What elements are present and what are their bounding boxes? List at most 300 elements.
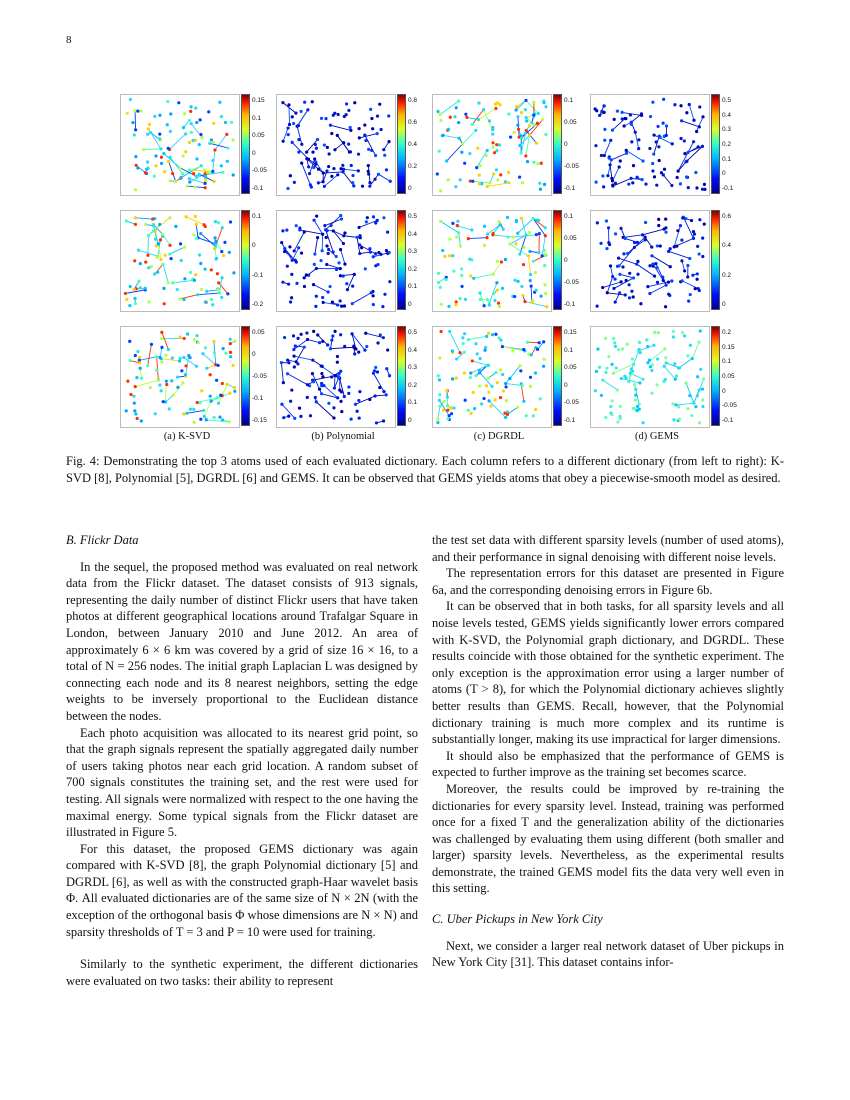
graph-node [520, 151, 523, 154]
graph-node [520, 285, 523, 288]
graph-node [314, 143, 317, 146]
graph-node [687, 186, 690, 189]
graph-node [636, 405, 639, 408]
graph-node [675, 374, 678, 377]
graph-node [491, 333, 494, 336]
graph-node [171, 356, 174, 359]
colorbar-tick-label: 0.15 [722, 343, 735, 351]
graph-node [635, 263, 638, 266]
graph-node [228, 420, 231, 423]
graph-node [226, 292, 229, 295]
right-column [432, 532, 784, 971]
graph-node [349, 126, 352, 129]
graph-node [186, 184, 189, 187]
graph-node [487, 391, 490, 394]
graph-node [689, 344, 692, 347]
graph-node [330, 132, 333, 135]
graph-node [529, 273, 532, 276]
graph-node [168, 244, 171, 247]
colorbar-tick-label: -0.1 [722, 417, 734, 424]
graph-node [672, 335, 675, 338]
graph-node [644, 182, 647, 185]
graph-node [683, 269, 686, 272]
graph-node [167, 281, 170, 284]
graph-node [478, 384, 481, 387]
graph-node [336, 396, 339, 399]
graph-node [329, 224, 332, 227]
colorbar-tick-label: 0.15 [564, 329, 577, 336]
graph-node [356, 410, 359, 413]
graph-node [703, 188, 706, 191]
graph-node [467, 237, 470, 240]
graph-node [337, 376, 340, 379]
graph-node [468, 152, 471, 155]
graph-node [650, 254, 653, 257]
graph-node [155, 355, 158, 358]
graph-node [665, 134, 668, 137]
colorbar-tick-label: 0.1 [252, 114, 262, 122]
graph-node [153, 115, 156, 118]
graph-node [324, 117, 327, 120]
graph-node [147, 127, 150, 130]
graph-node [516, 280, 519, 283]
graph-node [372, 294, 375, 297]
graph-node [622, 252, 625, 255]
graph-edge [679, 359, 692, 368]
graph-node [468, 258, 471, 261]
graph-node [205, 290, 208, 293]
graph-node [294, 112, 297, 115]
graph-node [228, 251, 231, 254]
graph-node [678, 418, 681, 421]
graph-node [228, 392, 231, 395]
graph-node [697, 341, 700, 344]
graph-node [488, 119, 491, 122]
graph-node [445, 389, 448, 392]
graph-node [697, 145, 700, 148]
colorbar-tick-label: -0.05 [252, 167, 267, 175]
graph-node [451, 349, 454, 352]
graph-node [381, 305, 384, 308]
graph-node [191, 139, 194, 142]
graph-node [449, 116, 452, 119]
graph-node [293, 417, 296, 420]
graph-node [613, 341, 616, 344]
graph-node [613, 118, 616, 121]
graph-node [319, 259, 322, 262]
graph-node [701, 145, 704, 148]
graph-node [156, 271, 159, 274]
graph-node [487, 364, 490, 367]
graph-edge [528, 256, 530, 275]
graph-node [698, 218, 701, 221]
graph-node [311, 151, 314, 154]
graph-node [651, 262, 654, 265]
graph-node [619, 417, 622, 420]
graph-node [477, 118, 480, 121]
graph-node [128, 340, 131, 343]
graph-node [300, 162, 303, 165]
graph-node [332, 250, 335, 253]
graph-node [441, 134, 444, 137]
graph-node [619, 227, 622, 230]
graph-node [676, 229, 679, 232]
atom-panel [432, 326, 552, 428]
graph-node [222, 347, 225, 350]
graph-node [690, 219, 693, 222]
graph-node [178, 336, 181, 339]
graph-node [525, 234, 528, 237]
graph-node [167, 160, 170, 163]
graph-node [190, 105, 193, 108]
graph-node [213, 416, 216, 419]
graph-node [287, 361, 290, 364]
graph-node [649, 115, 652, 118]
graph-edge [443, 135, 459, 138]
graph-node [386, 231, 389, 234]
graph-node [161, 263, 164, 266]
graph-node [496, 178, 499, 181]
graph-node [369, 250, 372, 253]
graph-node [229, 355, 232, 358]
graph-node [499, 223, 502, 226]
graph-node [438, 393, 441, 396]
graph-node [297, 151, 300, 154]
graph-node [491, 233, 494, 236]
graph-node [313, 157, 316, 160]
graph-node [125, 298, 128, 301]
graph-node [299, 110, 302, 113]
graph-node [287, 283, 290, 286]
graph-edge [204, 401, 211, 416]
graph-node [168, 156, 171, 159]
graph-node [640, 112, 643, 115]
graph-node [188, 169, 191, 172]
graph-node [470, 228, 473, 231]
graph-node [198, 401, 201, 404]
graph-node [184, 150, 187, 153]
graph-node [183, 112, 186, 115]
graph-edge [468, 336, 486, 339]
graph-node [204, 300, 207, 303]
graph-node [182, 126, 185, 129]
graph-node [600, 394, 603, 397]
graph-node [528, 134, 531, 137]
graph-node [610, 413, 613, 416]
colorbar-tick-label: 0 [408, 301, 412, 308]
graph-edge [352, 293, 371, 304]
colorbar [397, 210, 406, 310]
graph-node [594, 144, 597, 147]
graph-node [436, 110, 439, 113]
graph-node [539, 397, 542, 400]
graph-edge [518, 117, 519, 137]
graph-node [595, 181, 598, 184]
graph-node [663, 347, 666, 350]
graph-node [501, 287, 504, 290]
graph-node [341, 164, 344, 167]
graph-node [632, 407, 635, 410]
graph-node [182, 356, 185, 359]
graph-node [185, 215, 188, 218]
graph-node [357, 399, 360, 402]
graph-node [146, 364, 149, 367]
graph-node [619, 159, 622, 162]
graph-node [358, 243, 361, 246]
graph-node [176, 375, 179, 378]
graph-node [281, 229, 284, 232]
graph-node [492, 172, 495, 175]
graph-node [134, 354, 137, 357]
graph-node [518, 364, 521, 367]
graph-node [632, 276, 635, 279]
graph-node [603, 139, 606, 142]
graph-node [210, 138, 213, 141]
graph-node [189, 408, 192, 411]
paragraph: The representation errors for this dataset are presented in Figure 6a, and the corresponding denoising errors in Figure 6b. [432, 566, 784, 597]
graph-node [126, 112, 129, 115]
graph-edge [314, 285, 329, 292]
graph-node [543, 183, 546, 186]
graph-node [382, 336, 385, 339]
graph-node [303, 276, 306, 279]
graph-node [162, 287, 165, 290]
graph-node [620, 111, 623, 114]
graph-node [129, 393, 132, 396]
graph-node [652, 153, 655, 156]
graph-edge [154, 218, 170, 231]
graph-node [528, 231, 531, 234]
graph-node [638, 381, 641, 384]
graph-node [694, 171, 697, 174]
graph-node [197, 341, 200, 344]
graph-edge [663, 175, 672, 186]
graph-node [609, 264, 612, 267]
graph-node [226, 383, 229, 386]
graph-node [645, 338, 648, 341]
colorbar [241, 94, 250, 194]
graph-node [134, 188, 137, 191]
graph-node [532, 217, 535, 220]
colorbar-tick-label: -0.05 [252, 373, 267, 380]
graph-node [613, 277, 616, 280]
graph-node [212, 180, 215, 183]
graph-node [699, 368, 702, 371]
graph-node [203, 182, 206, 185]
graph-node [327, 402, 330, 405]
graph-node [684, 160, 687, 163]
graph-node [703, 223, 706, 226]
graph-node [214, 220, 217, 223]
graph-node [332, 406, 335, 409]
graph-node [305, 273, 308, 276]
graph-node [631, 357, 634, 360]
graph-node [187, 354, 190, 357]
graph-node [323, 143, 326, 146]
graph-node [333, 112, 336, 115]
graph-node [194, 273, 197, 276]
graph-edge [203, 354, 216, 365]
graph-node [182, 298, 185, 301]
colorbar-tick-label: -0.05 [564, 399, 579, 407]
subfigure-caption: (b) Polynomial [311, 431, 375, 442]
atom-panel [590, 94, 710, 196]
graph-node [166, 100, 169, 103]
graph-node [686, 151, 689, 154]
graph-edge [610, 165, 612, 178]
graph-node [347, 109, 350, 112]
graph-node [446, 396, 449, 399]
graph-node [201, 352, 204, 355]
graph-node [467, 338, 470, 341]
graph-node [486, 149, 489, 152]
graph-node [483, 349, 486, 352]
graph-node [680, 238, 683, 241]
graph-node [337, 113, 340, 116]
graph-node [295, 224, 298, 227]
graph-node [601, 378, 604, 381]
graph-node [684, 381, 687, 384]
graph-node [134, 412, 137, 415]
graph-node [171, 281, 174, 284]
colorbar-tick-label: 0 [564, 141, 568, 148]
graph-node [189, 271, 192, 274]
colorbar-tick-label: 0 [252, 242, 256, 250]
graph-node [323, 185, 326, 188]
graph-edge [308, 339, 320, 342]
graph-node [388, 251, 391, 254]
graph-node [672, 418, 675, 421]
graph-node [671, 142, 674, 145]
graph-node [612, 287, 615, 290]
graph-node [532, 161, 535, 164]
graph-node [517, 128, 520, 131]
graph-node [144, 260, 147, 263]
graph-node [339, 248, 342, 251]
graph-node [521, 384, 524, 387]
colorbar-tick-label: 0.3 [722, 126, 732, 134]
graph-node [596, 347, 599, 350]
graph-edge [157, 357, 159, 380]
graph-node [321, 233, 324, 236]
colorbar-tick-label: 0.1 [408, 399, 418, 407]
graph-node [306, 338, 309, 341]
atom-panel [276, 94, 396, 196]
graph-edge [359, 134, 377, 138]
graph-node [311, 100, 314, 103]
graph-node [625, 279, 628, 282]
graph-node [688, 257, 691, 260]
graph-node [524, 108, 527, 111]
paragraph: Next, we consider a larger real network dataset of Uber pickups in New York City [31]. This dataset contains infor- [432, 938, 784, 970]
graph-node [282, 381, 285, 384]
graph-node [543, 226, 546, 229]
graph-node [685, 111, 688, 114]
graph-node [336, 355, 339, 358]
graph-edge [373, 373, 383, 391]
graph-node [363, 123, 366, 126]
graph-node [448, 414, 451, 417]
graph-node [335, 268, 338, 271]
graph-node [376, 132, 379, 135]
graph-node [193, 185, 196, 188]
graph-node [350, 164, 353, 167]
graph-node [648, 147, 651, 150]
graph-node [339, 274, 342, 277]
graph-node [614, 345, 617, 348]
graph-node [446, 417, 449, 420]
graph-node [200, 288, 203, 291]
graph-node [160, 337, 163, 340]
graph-node [485, 335, 488, 338]
graph-node [644, 221, 647, 224]
graph-node [651, 162, 654, 165]
graph-edge [288, 374, 308, 385]
graph-node [217, 288, 220, 291]
graph-node [691, 357, 694, 360]
graph-node [529, 385, 532, 388]
graph-node [462, 342, 465, 345]
graph-node [633, 383, 636, 386]
graph-node [458, 351, 461, 354]
graph-edge [525, 302, 547, 307]
graph-node [478, 369, 481, 372]
graph-node [483, 225, 486, 228]
graph-edge [682, 121, 700, 127]
graph-edge [631, 114, 641, 122]
graph-node [199, 418, 202, 421]
graph-node [611, 129, 614, 132]
graph-edge [438, 406, 440, 419]
graph-node [618, 264, 621, 267]
graph-node [701, 405, 704, 408]
graph-node [457, 121, 460, 124]
graph-node [133, 133, 136, 136]
graph-edge [135, 218, 152, 219]
graph-node [665, 284, 668, 287]
graph-node [285, 229, 288, 232]
graph-node [469, 376, 472, 379]
graph-edge [493, 235, 513, 237]
graph-node [449, 406, 452, 409]
graph-node [292, 122, 295, 125]
graph-node [160, 162, 163, 165]
graph-edge [634, 240, 645, 247]
graph-edge [607, 293, 625, 295]
graph-node [325, 169, 328, 172]
graph-node [614, 300, 617, 303]
graph-node [371, 127, 374, 130]
graph-node [685, 175, 688, 178]
graph-signal-plot [591, 95, 709, 195]
graph-node [204, 186, 207, 189]
graph-node [606, 174, 609, 177]
graph-node [323, 224, 326, 227]
graph-node [439, 189, 442, 192]
graph-node [231, 364, 234, 367]
graph-node [529, 279, 532, 282]
graph-node [630, 290, 633, 293]
graph-node [220, 250, 223, 253]
graph-node [659, 244, 662, 247]
graph-node [696, 272, 699, 275]
graph-node [318, 341, 321, 344]
graph-node [182, 154, 185, 157]
graph-node [642, 378, 645, 381]
graph-node [331, 301, 334, 304]
graph-node [303, 230, 306, 233]
graph-node [656, 244, 659, 247]
